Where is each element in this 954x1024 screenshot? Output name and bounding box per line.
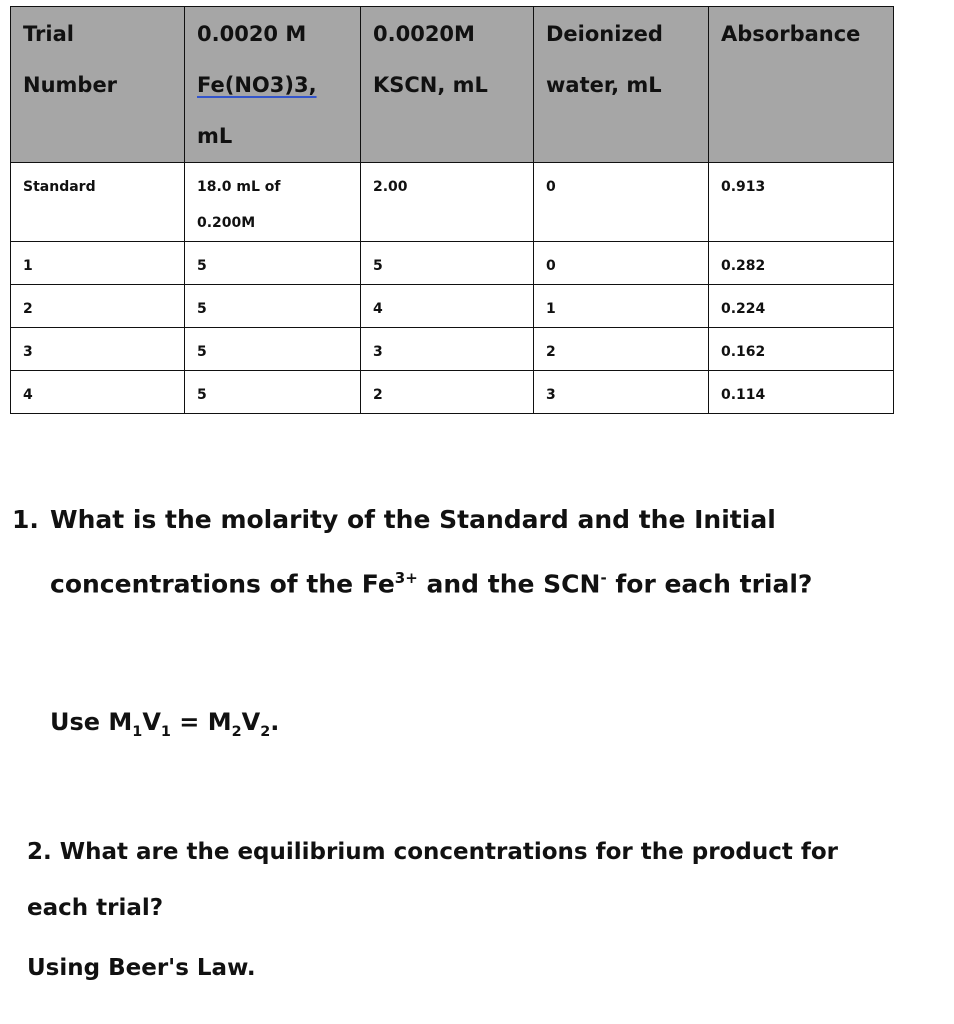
fe-charge: 3+ bbox=[394, 569, 418, 587]
beers-law-hint: Using Beer's Law. bbox=[27, 955, 256, 981]
cell-absorbance: 0.114 bbox=[709, 371, 894, 414]
cell-absorbance: 0.282 bbox=[709, 242, 894, 285]
scn-charge: - bbox=[600, 569, 607, 587]
question-1-line-2: concentrations of the $Fe^{3+}$ and the SCN- for each trial? bbox=[50, 569, 813, 599]
header-kscn: 0.0020M KSCN, mL bbox=[361, 7, 534, 163]
cell-absorbance: 0.224 bbox=[709, 285, 894, 328]
cell-absorbance: 0.162 bbox=[709, 328, 894, 371]
question-1-number: 1. bbox=[12, 505, 39, 534]
cell-standard-fe: 18.0 mL of 0.200M bbox=[185, 163, 361, 242]
dilution-hint: Use $M_1V_1 = M_2V_2$. bbox=[50, 708, 280, 740]
cell-water: 3 bbox=[534, 371, 709, 414]
table-row-standard bbox=[11, 163, 894, 242]
question-2 bbox=[27, 824, 927, 936]
cell-fe: 5 bbox=[185, 371, 361, 414]
cell-kscn: 5 bbox=[361, 242, 534, 285]
header-trial-number: Trial Number bbox=[11, 7, 185, 163]
cell-standard-kscn: 2.00 bbox=[361, 163, 534, 242]
cell-kscn: 3 bbox=[361, 328, 534, 371]
cell-fe: 5 bbox=[185, 242, 361, 285]
table-row bbox=[11, 328, 894, 371]
question-2-line-1: 2. What are the equilibrium concentrations for the product for bbox=[27, 839, 838, 865]
cell-trial: 4 bbox=[11, 371, 185, 414]
cell-trial: 1 bbox=[11, 242, 185, 285]
question-2-line-2: each trial? bbox=[27, 895, 164, 921]
cell-fe: 5 bbox=[185, 328, 361, 371]
cell-fe: 5 bbox=[185, 285, 361, 328]
cell-standard-water: 0 bbox=[534, 163, 709, 242]
cell-trial: 3 bbox=[11, 328, 185, 371]
question-1 bbox=[12, 490, 912, 613]
cell-water: 1 bbox=[534, 285, 709, 328]
question-1-line-1: What is the molarity of the Standard and the Initial bbox=[50, 505, 776, 534]
table-row bbox=[11, 242, 894, 285]
header-absorbance: Absorbance bbox=[709, 7, 894, 163]
cell-kscn: 4 bbox=[361, 285, 534, 328]
cell-water: 0 bbox=[534, 242, 709, 285]
table-row bbox=[11, 371, 894, 414]
fe-no3-formula: Fe(NO3)3, bbox=[197, 73, 317, 97]
header-row bbox=[11, 7, 894, 163]
cell-standard-label: Standard bbox=[11, 163, 185, 242]
cell-kscn: 2 bbox=[361, 371, 534, 414]
table-row bbox=[11, 285, 894, 328]
header-deionized-water: Deionized water, mL bbox=[534, 7, 709, 163]
header-fe-no3: 0.0020 M Fe(NO3)3, mL bbox=[185, 7, 361, 163]
cell-trial: 2 bbox=[11, 285, 185, 328]
cell-water: 2 bbox=[534, 328, 709, 371]
cell-standard-absorbance: 0.913 bbox=[709, 163, 894, 242]
data-table bbox=[10, 6, 894, 414]
